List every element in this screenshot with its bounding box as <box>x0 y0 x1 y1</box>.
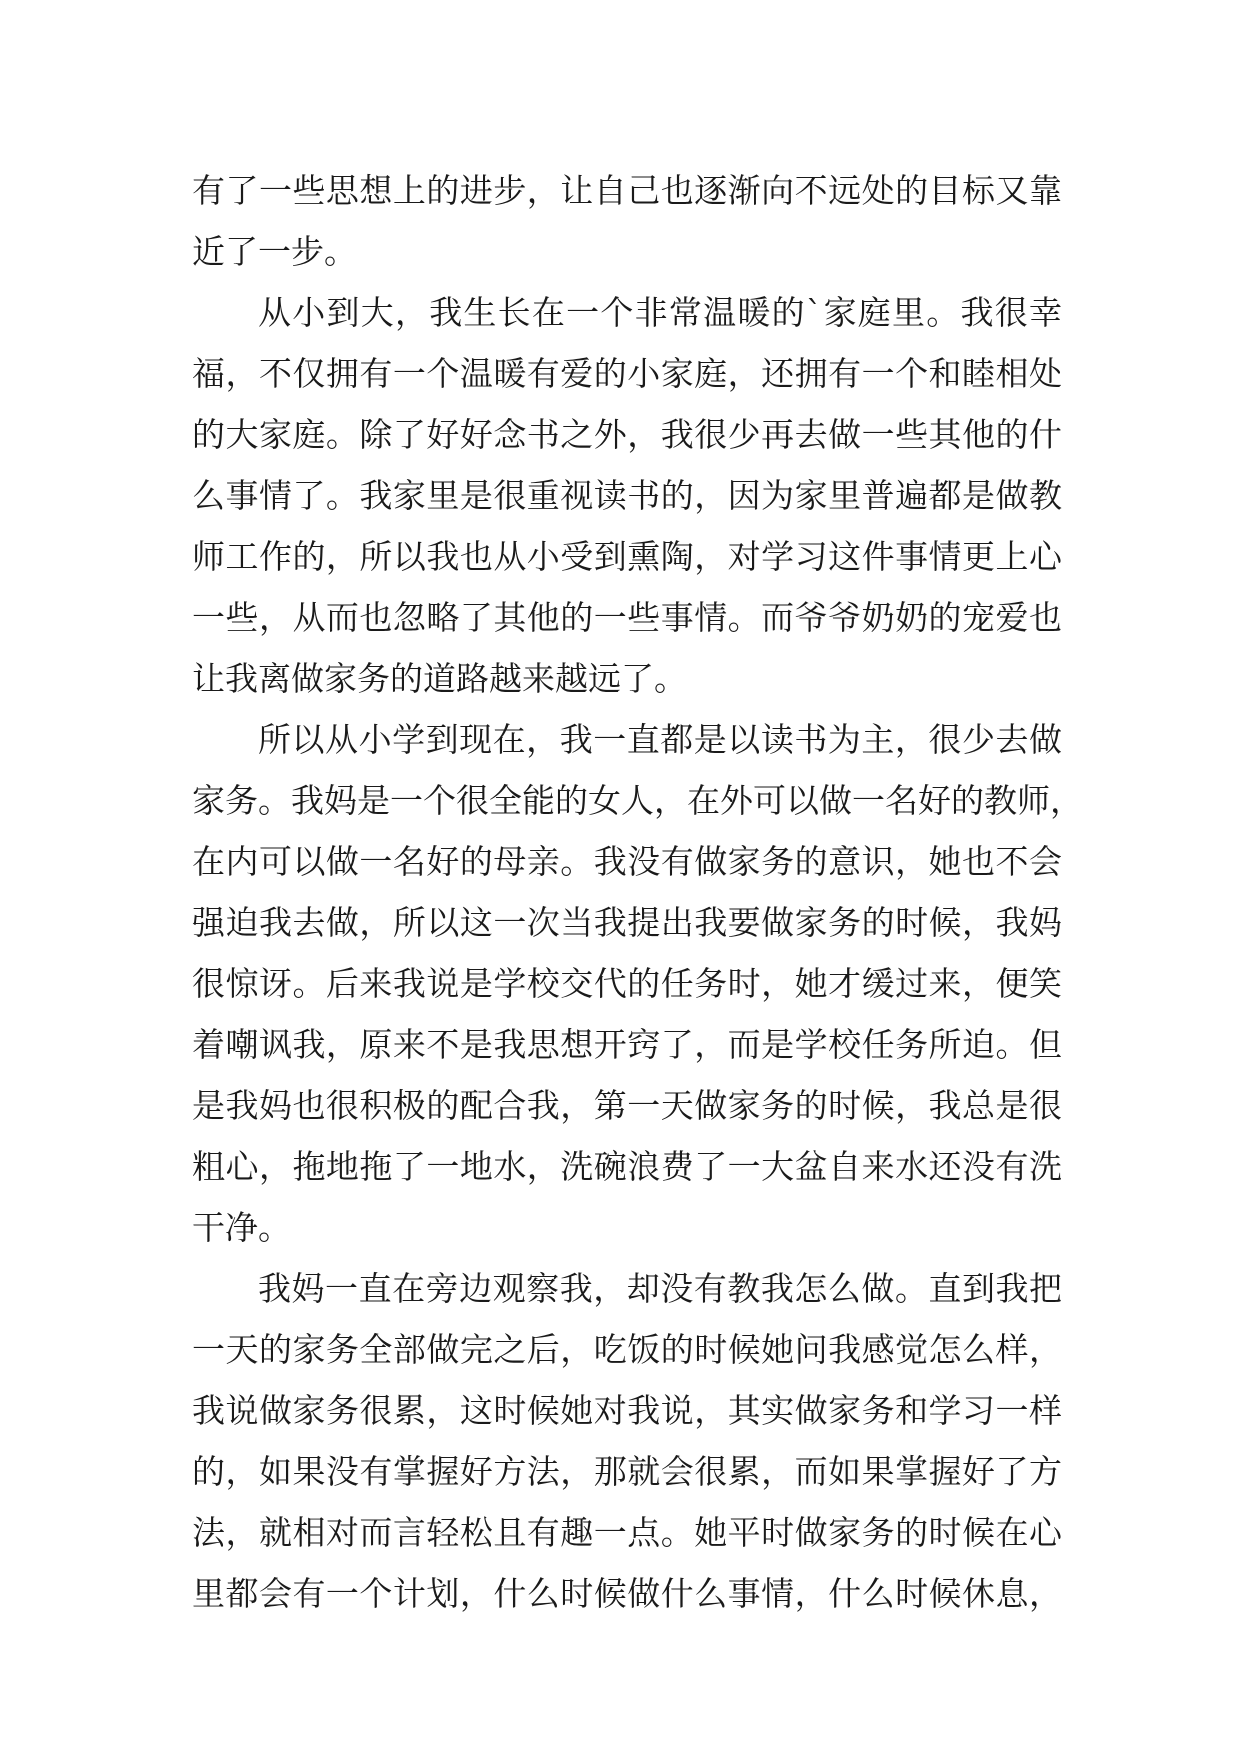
text-line: 很惊讶。后来我说是学校交代的任务时，她才缓过来，便笑 <box>192 964 1062 1003</box>
paragraph-3 <box>192 709 1083 1258</box>
text-line: 么事情了。我家里是很重视读书的，因为家里普遍都是做教 <box>192 476 1062 515</box>
text-line: 一天的家务全部做完之后，吃饭的时候她问我感觉怎么样， <box>192 1330 1062 1369</box>
text-line: 我说做家务很累，这时候她对我说，其实做家务和学习一样 <box>192 1391 1062 1430</box>
paragraph-2 <box>192 282 1062 709</box>
text-line: 有了一些思想上的进步，让自己也逐渐向不远处的目标又靠 <box>192 171 1062 210</box>
text-line: 强迫我去做，所以这一次当我提出我要做家务的时候，我妈 <box>192 903 1062 942</box>
text-line: 的大家庭。除了好好念书之外，我很少再去做一些其他的什 <box>192 415 1062 454</box>
document-body <box>192 160 1083 1624</box>
text-line: 在内可以做一名好的母亲。我没有做家务的意识，她也不会 <box>192 842 1062 881</box>
text-line: 一些，从而也忽略了其他的一些事情。而爷爷奶奶的宠爱也 <box>192 598 1062 637</box>
paragraph-4 <box>192 1258 1062 1624</box>
text-line: 从小到大，我生长在一个非常温暖的`家庭里。我很幸 <box>258 293 1062 332</box>
text-line: 里都会有一个计划，什么时候做什么事情，什么时候休息， <box>192 1574 1062 1613</box>
text-line: 着嘲讽我，原来不是我思想开窍了，而是学校任务所迫。但 <box>192 1025 1062 1064</box>
text-line: 我妈一直在旁边观察我，却没有教我怎么做。直到我把 <box>258 1269 1062 1308</box>
text-line: 粗心，拖地拖了一地水，洗碗浪费了一大盆自来水还没有洗 <box>192 1147 1062 1186</box>
text-line: 所以从小学到现在，我一直都是以读书为主，很少去做 <box>258 720 1062 759</box>
text-line: 让我离做家务的道路越来越远了。 <box>192 659 687 698</box>
text-line: 师工作的，所以我也从小受到熏陶，对学习这件事情更上心 <box>192 537 1062 576</box>
text-line: 干净。 <box>192 1208 291 1247</box>
text-line: 的，如果没有掌握好方法，那就会很累，而如果掌握好了方 <box>192 1452 1062 1491</box>
text-line: 家务。我妈是一个很全能的女人，在外可以做一名好的教师， <box>192 781 1083 820</box>
text-line: 近了一步。 <box>192 232 357 271</box>
text-line: 法，就相对而言轻松且有趣一点。她平时做家务的时候在心 <box>192 1513 1062 1552</box>
text-line: 是我妈也很积极的配合我，第一天做家务的时候，我总是很 <box>192 1086 1062 1125</box>
paragraph-1 <box>192 160 1062 282</box>
text-line: 福，不仅拥有一个温暖有爱的小家庭，还拥有一个和睦相处 <box>192 354 1062 393</box>
